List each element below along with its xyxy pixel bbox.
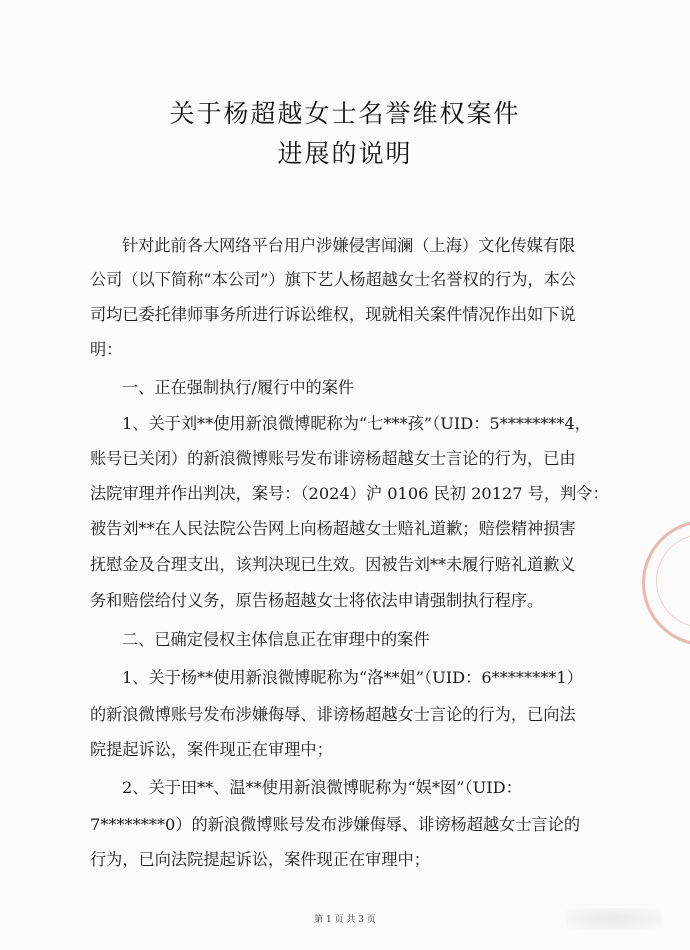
section-1-item-1-line: 被告刘**在人民法院公告网上向杨超越女士赔礼道歉；赔偿精神损害 — [90, 519, 576, 538]
intro-line: 明： — [90, 340, 123, 359]
section-2-item-1-line: 院提起诉讼，案件现正在审理中； — [90, 740, 333, 759]
section-2-item-1-line: 1、关于杨**使用新浪微博昵称为“洛**姐”（UID：6********1） — [122, 668, 583, 687]
document-title-line-1: 关于杨超越女士名誉维权案件 — [169, 99, 521, 128]
section-2-item-2-line: 2、关于田**、温**使用新浪微博昵称为“娱*囡”（UID： — [122, 778, 522, 797]
section-1-item-1-line: 抚慰金及合理支出，该判决现已生效。因被告刘**未履行赔礼道歉义 — [90, 555, 576, 574]
section-1-item-1-line: 1、关于刘**使用新浪微博昵称为“七***孩”（UID：5********4， — [122, 414, 591, 433]
intro-line: 司均已委托律师事务所进行诉讼维权，现就相关案件情况作出如下说 — [90, 305, 576, 324]
section-2-heading: 二、已确定侵权主体信息正在审理中的案件 — [122, 630, 430, 649]
document-title-line-2: 进展的说明 — [277, 139, 413, 168]
section-2-item-2-line: 行为，已向法院提起诉讼，案件现正在审理中； — [90, 850, 430, 869]
page-number-footer: 第 1 页 共 3 页 — [314, 915, 376, 925]
section-1-item-1-line: 账号已关闭）的新浪微博账号发布诽谤杨超越女士言论的行为，已由 — [90, 449, 576, 468]
section-2-item-1-line: 的新浪微博账号发布涉嫌侮辱、诽谤杨超越女士言论的行为，已向法 — [90, 705, 576, 724]
section-1-item-1-line: 务和赔偿给付义务，原告杨超越女士将依法申请强制执行程序。 — [90, 591, 544, 610]
section-2-item-2-line: 7********0）的新浪微博账号发布涉嫌侮辱、诽谤杨超越女士言论的 — [90, 815, 581, 834]
intro-line: 公司（以下简称“本公司”）旗下艺人杨超越女士名誉权的行为，本公 — [90, 270, 576, 289]
section-1-heading: 一、正在强制执行/履行中的案件 — [122, 378, 355, 397]
section-1-item-1-line: 法院审理并作出判决，案号：（2024）沪 0106 民初 20127 号，判令： — [90, 484, 609, 503]
intro-line: 针对此前各大网络平台用户涉嫌侵害闻澜（上海）文化传媒有限 — [122, 236, 576, 255]
